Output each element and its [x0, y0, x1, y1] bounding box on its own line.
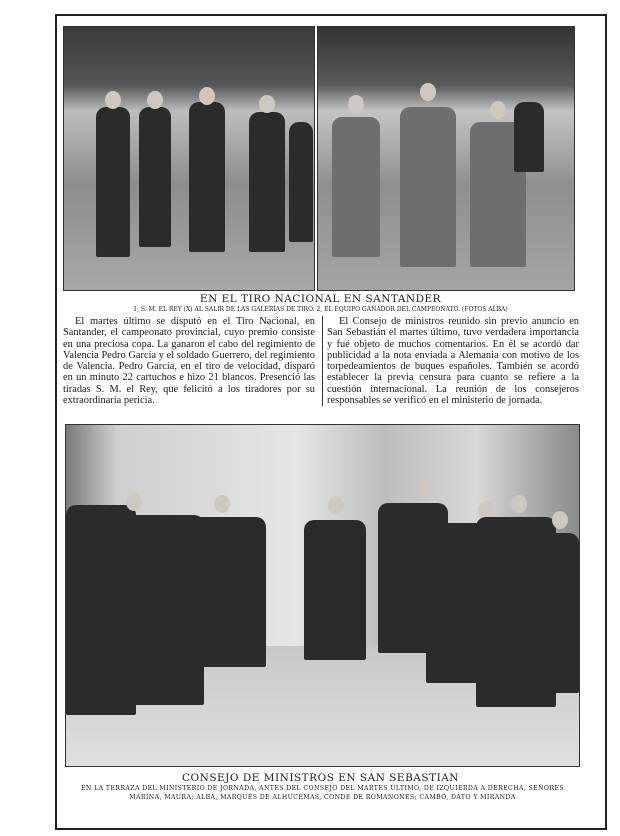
photo-caption-tiro-nacional: 1, S. M. EL REY (X) AL SALIR DE LAS GALERÍAS DE TIRO. 2, EL EQUIPO GANADOR DEL CAMPEONATO. (FOTOS ALBA): [133, 306, 508, 313]
photo-winning-team: [317, 26, 575, 291]
section-title-tiro-nacional: EN EL TIRO NACIONAL EN SANTANDER: [199, 293, 442, 305]
photo-caption-consejo: EN LA TERRAZA DEL MINISTERIO DE JORNADA, ANTES DEL CONSEJO DEL MARTES ÚLTIMO, DE IZQUIERDA A DERECHA, SEÑORES MARINA, MAURA; ALBA, MARQUÉS DE ALHUCEMAS, CONDE DE ROMANONES; CAMBÓ, DATO Y MIRANDA: [81, 785, 564, 801]
article-tiro-nacional: El martes último se disputó en el Tiro Nacional, en Santander, el campeonato provincial, cuyo premio consiste en una preciosa copa. La ganaron el cabo del regimiento de Valencia Pedro García y el soldado Guerrero, del regimiento de Valencia. Pedro García, en el tiro de velocidad, disparó en un minuto 22 cartuchos e hizo 21 blancos. Presenció las tiradas S. M. el Rey, que felicitó a los tiradores por su extraordinaria pericia.: [63, 316, 315, 407]
article-consejo-ministros: El Consejo de ministros reunido sin previo anuncio en San Sebastián el martes último, tuvo verdadera importancia y fué objeto de muchos comentarios. En él se acordó dar publicidad a la nota enviada a Alemania con motivo de los torpedeamientos de buques españoles. También se acordó establecer la previa censura para cuanto se refiere a la cuestión internacional. La reunión de los consejeros responsables se verificó en el ministerio de jornada.: [322, 316, 579, 406]
photo-council-of-ministers: [65, 424, 580, 767]
section-title-consejo: CONSEJO DE MINISTROS EN SAN SEBASTIAN: [181, 772, 459, 784]
photo-king-leaving-shooting-gallery: [63, 26, 315, 291]
